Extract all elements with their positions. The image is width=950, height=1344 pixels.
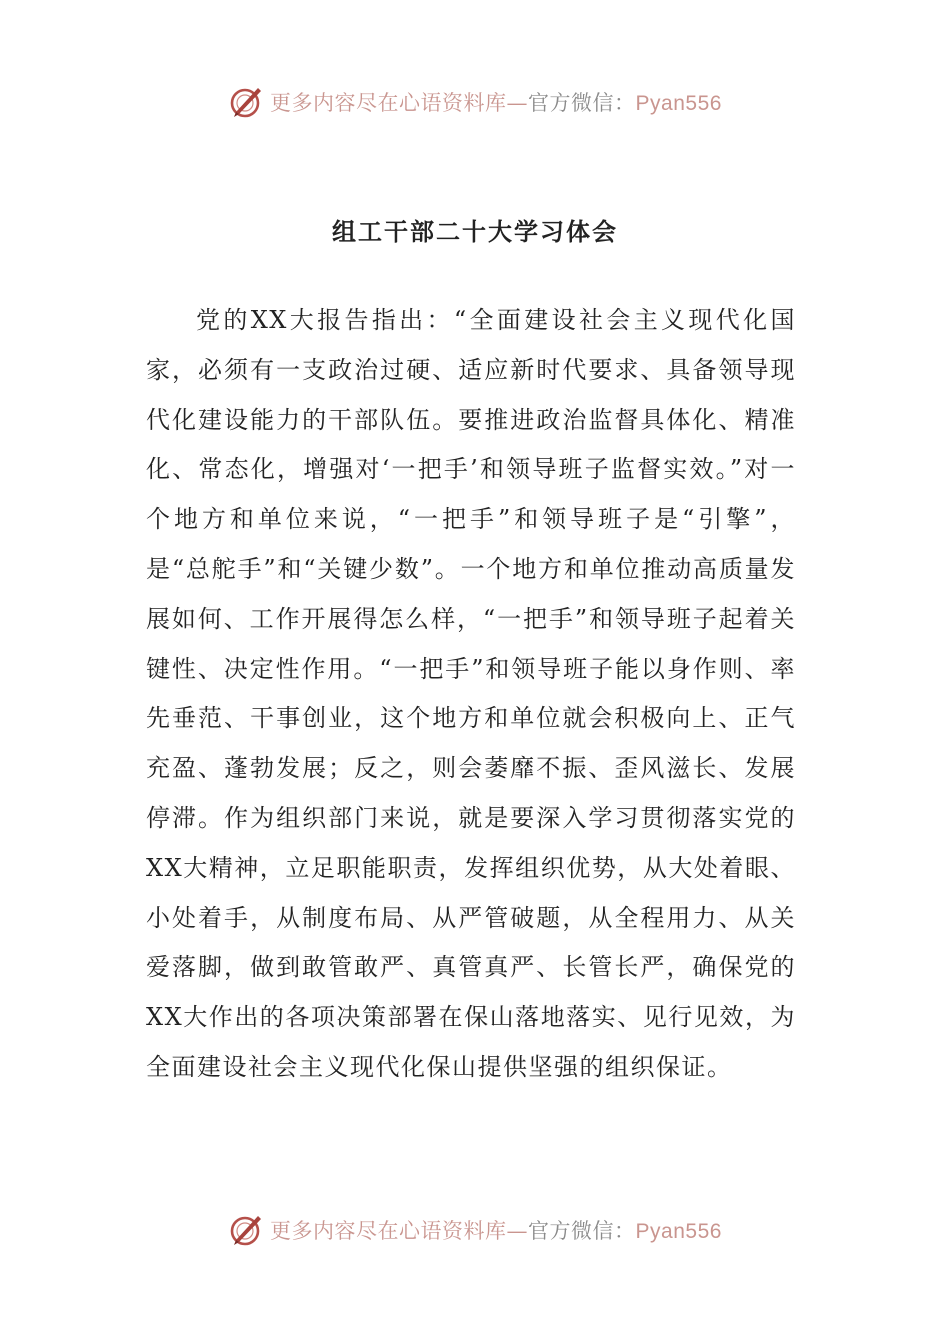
footer-text — [270, 1215, 722, 1245]
header-wechat-id: Pyan556 — [635, 92, 722, 115]
footer-wechat-id: Pyan556 — [635, 1220, 722, 1243]
header-wechat-label: 官方微信： — [528, 91, 636, 115]
footer-wechat-label: 官方微信： — [528, 1219, 636, 1243]
document-title: 组工干部二十大学习体会 — [332, 217, 618, 246]
header-promo-text: 更多内容尽在心语资料库— — [270, 91, 529, 115]
header-banner — [0, 82, 950, 122]
pen-circle-logo-icon — [228, 1212, 264, 1248]
footer-promo-text: 更多内容尽在心语资料库— — [270, 1219, 529, 1243]
body-paragraph: 党的XX大报告指出：“全面建设社会主义现代化国家，必须有一支政治过硬、适应新时代要求、具备领导现代化建设能力的干部队伍。要推进政治监督具体化、精准化、常态化，增强对‘一把手’和领导班子监督实效。”对一个地方和单位来说，“一把手”和领导班子是“引擎”，是“总舵手”和“关键少数”。一个地方和单位推动高质量发展如何、工作开展得怎么样，“一把手”和领导班子起着关键性、决定性作用。“一把手”和领导班子能以身作则、率先垂范、干事创业，这个地方和单位就会积极向上、正气充盈、蓬勃发展；反之，则会萎靡不振、歪风滋长、发展停滞。作为组织部门来说，就是要深入学习贯彻落实党的XX大精神，立足职能职责，发挥组织优势，从大处着眼、小处着手，从制度布局、从严管破题，从全程用力、从关爱落脚，做到敢管敢严、真管真严、长管长严，确保党的XX大作出的各项决策部署在保山落地落实、见行见效，为全面建设社会主义现代化保山提供坚强的组织保证。 — [146, 306, 796, 1081]
header-text — [270, 87, 722, 117]
footer-banner — [0, 1210, 950, 1250]
pen-circle-logo-icon — [228, 84, 264, 120]
